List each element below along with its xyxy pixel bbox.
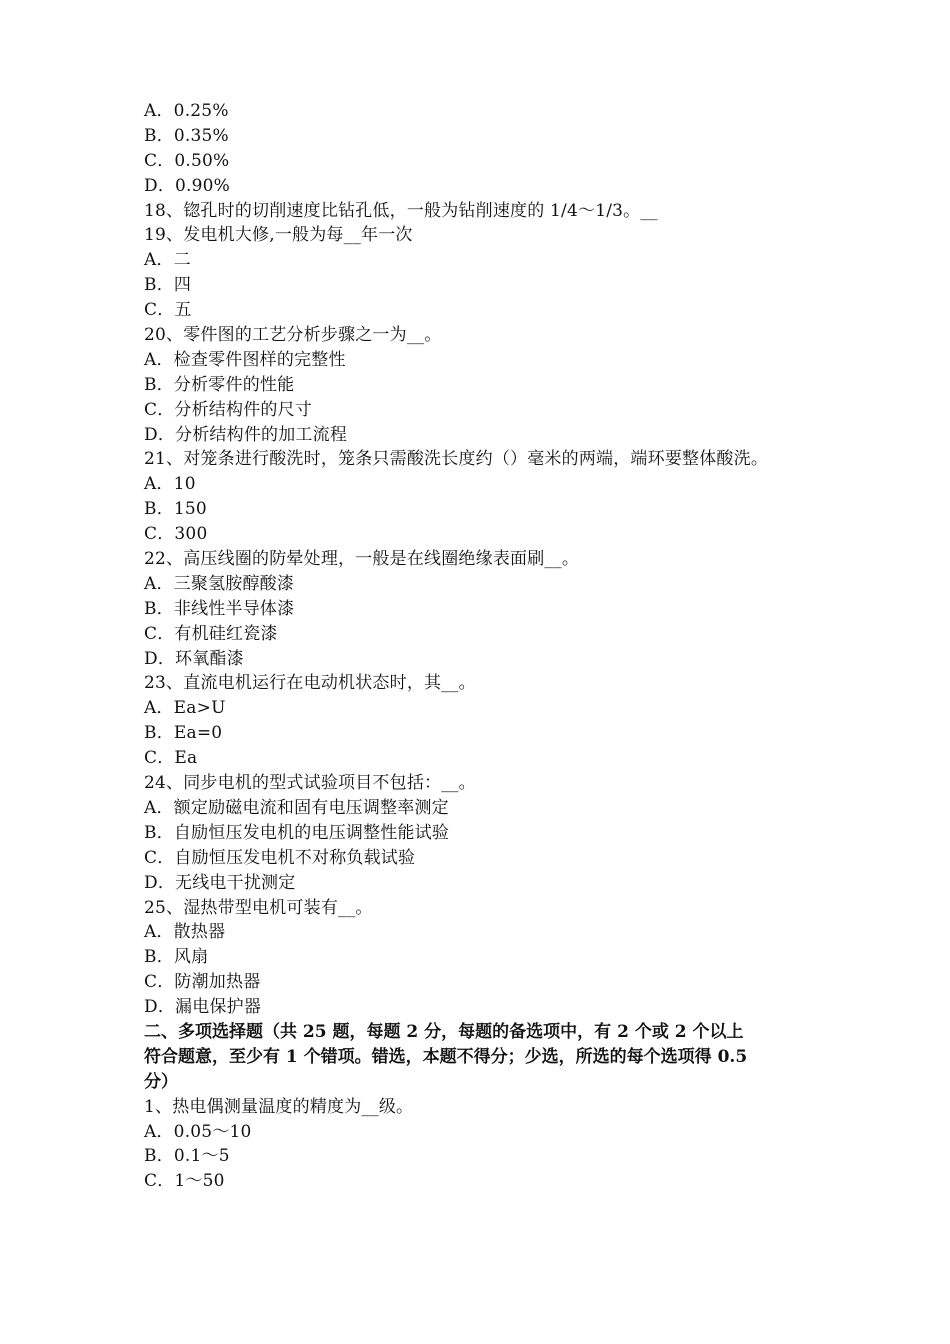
option-d: D．漏电保护器 xyxy=(144,997,262,1018)
option-a: A．10 xyxy=(144,474,196,495)
question-22: 22、高压线圈的防晕处理，一般是在线圈绝缘表面刷__。 xyxy=(144,549,580,570)
option-d: D．无线电干扰测定 xyxy=(144,872,296,893)
section-heading-line-3: 分） xyxy=(144,1071,178,1092)
option-c: C．0.50% xyxy=(144,150,230,171)
question-list xyxy=(144,99,812,1194)
section-heading-line-2: 符合题意，至少有 1 个错项。错选，本题不得分；少选，所选的每个选项得 0.5 xyxy=(144,1046,748,1067)
option-a: A．0.25% xyxy=(144,101,229,121)
option-d: D．0.90% xyxy=(144,175,231,196)
option-a: A．0.05～10 xyxy=(144,1121,252,1142)
option-a: A．散热器 xyxy=(144,922,226,943)
option-c: C．五 xyxy=(144,300,192,321)
option-c: C．300 xyxy=(144,524,208,545)
question-23: 23、直流电机运行在电动机状态时，其__。 xyxy=(144,673,476,694)
option-c: C．自励恒压发电机不对称负载试验 xyxy=(144,847,416,868)
option-b: B．0.35% xyxy=(144,125,229,146)
section-heading-line-1: 二、多项选择题（共 25 题，每题 2 分，每题的备选项中，有 2 个或 2 个以上 xyxy=(144,1021,744,1042)
question-21: 21、对笼条进行酸洗时，笼条只需酸洗长度约（）毫米的两端，端环要整体酸洗。 xyxy=(144,449,769,470)
option-b: B．四 xyxy=(144,275,192,296)
question-20: 20、零件图的工艺分析步骤之一为__。 xyxy=(144,325,442,346)
question-19: 19、发电机大修,一般为每__年一次 xyxy=(144,225,413,246)
section-heading xyxy=(144,1020,812,1095)
option-a: A．三聚氢胺醇酸漆 xyxy=(144,573,295,594)
option-c: C．1～50 xyxy=(144,1171,225,1192)
option-a: A．Ea>U xyxy=(144,698,226,719)
option-c: C．分析结构件的尺寸 xyxy=(144,399,313,420)
option-b: B．风扇 xyxy=(144,947,209,968)
option-c: C．防潮加热器 xyxy=(144,972,261,993)
option-b: B．Ea=0 xyxy=(144,723,223,744)
option-a: A．检查零件图样的完整性 xyxy=(144,349,346,370)
option-b: B．0.1～5 xyxy=(144,1146,230,1167)
question-18: 18、锪孔时的切削速度比钻孔低，一般为钻削速度的 1/4～1/3。__ xyxy=(144,200,658,221)
option-b: B．分析零件的性能 xyxy=(144,374,295,395)
option-d: D．分析结构件的加工流程 xyxy=(144,424,348,445)
option-c: C．Ea xyxy=(144,748,198,769)
question-24: 24、同步电机的型式试验项目不包括：__。 xyxy=(144,773,476,794)
question-25: 25、湿热带型电机可装有__。 xyxy=(144,897,373,918)
option-b: B．自励恒压发电机的电压调整性能试验 xyxy=(144,822,450,843)
option-a: A．二 xyxy=(144,250,191,271)
option-d: D．环氧酯漆 xyxy=(144,648,244,669)
option-c: C．有机硅红瓷漆 xyxy=(144,623,278,644)
option-a: A．额定励磁电流和固有电压调整率测定 xyxy=(144,797,449,818)
option-b: B．150 xyxy=(144,499,207,520)
question-1: 1、热电偶测量温度的精度为__级。 xyxy=(144,1096,414,1117)
option-b: B．非线性半导体漆 xyxy=(144,598,295,619)
